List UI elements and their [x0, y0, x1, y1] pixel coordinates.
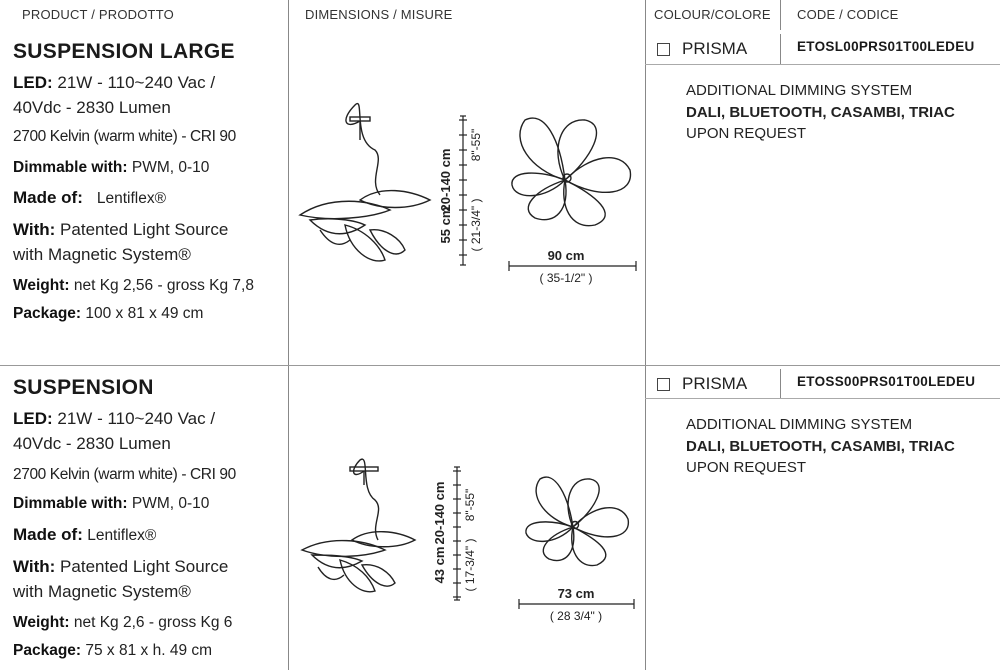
- width-in: ( 28 3/4" ): [549, 609, 603, 623]
- product-code: ETOSS00PRS01T00LEDEU: [797, 374, 976, 389]
- dimension-drawing-large: [290, 100, 644, 290]
- height-in: ( 21-3/4" ): [469, 198, 483, 252]
- weight-spec: Weight: net Kg 2,6 - gross Kg 6: [13, 614, 233, 631]
- header-colour: COLOUR/COLORE: [654, 7, 771, 22]
- dimming-note: ADDITIONAL DIMMING SYSTEM DALI, BLUETOOTH, CASAMBI, TRIAC UPON REQUEST: [686, 82, 955, 142]
- led-spec: LED: 21W - 110~240 Vac /: [13, 73, 216, 92]
- header-dimensions: DIMENSIONS / MISURE: [305, 7, 453, 22]
- height-range-in: 8"-55": [469, 128, 483, 162]
- column-divider: [288, 0, 289, 670]
- weight-spec: Weight: net Kg 2,56 - gross Kg 7,8: [13, 277, 254, 294]
- colour-label: PRISMA: [682, 39, 748, 58]
- feature-spec: With: Patented Light Source: [13, 220, 229, 239]
- kelvin-spec: 2700 Kelvin (warm white) - CRI 90: [13, 466, 236, 483]
- colour-option-prisma[interactable]: [657, 34, 747, 64]
- package-spec: Package: 100 x 81 x 49 cm: [13, 305, 204, 322]
- product-title: SUSPENSION LARGE: [13, 40, 235, 63]
- dimension-drawing-standard: [290, 455, 644, 630]
- column-divider: [645, 0, 646, 670]
- row-divider: [645, 64, 1000, 65]
- product-spec-standard: [13, 373, 288, 663]
- width-in: ( 35-1/2" ): [539, 271, 593, 285]
- width-cm: 90 cm: [547, 248, 585, 263]
- dimmable-spec: Dimmable with: PWM, 0-10: [13, 159, 210, 176]
- product-code: ETOSL00PRS01T00LEDEU: [797, 39, 975, 54]
- height-range-cm: 20-140 cm: [432, 481, 447, 545]
- led-spec: LED: 21W - 110~240 Vac /: [13, 409, 216, 428]
- package-spec: Package: 75 x 81 x h. 49 cm: [13, 642, 213, 659]
- colour-option-prisma[interactable]: [657, 369, 747, 399]
- material-spec: Made of: Lentiflex®: [13, 525, 157, 544]
- material-spec: Made of: Lentiflex®: [13, 188, 167, 207]
- lamp-side-view: [302, 459, 415, 592]
- header-product: PRODUCT / PRODOTTO: [22, 7, 174, 22]
- colour-label: PRISMA: [682, 374, 748, 393]
- height-range-in: 8"-55": [463, 488, 477, 522]
- checkbox-icon[interactable]: [657, 378, 670, 391]
- led-spec-cont: 40Vdc - 2830 Lumen: [13, 434, 171, 453]
- feature-spec: With: Patented Light Source: [13, 557, 229, 576]
- feature-spec-cont: with Magnetic System®: [13, 245, 191, 264]
- dimmable-spec: Dimmable with: PWM, 0-10: [13, 495, 210, 512]
- dimming-note: ADDITIONAL DIMMING SYSTEM DALI, BLUETOOTH, CASAMBI, TRIAC UPON REQUEST: [686, 416, 955, 476]
- feature-spec-cont: with Magnetic System®: [13, 582, 191, 601]
- checkbox-icon[interactable]: [657, 43, 670, 56]
- width-cm: 73 cm: [557, 586, 595, 601]
- height-cm: 43 cm: [432, 546, 447, 584]
- column-divider: [780, 0, 781, 30]
- product-title: SUSPENSION: [13, 376, 154, 399]
- lamp-top-view: [526, 477, 628, 565]
- column-divider: [780, 34, 781, 64]
- led-spec-cont: 40Vdc - 2830 Lumen: [13, 98, 171, 117]
- height-range-cm: 20-140 cm: [438, 148, 453, 212]
- header-code: CODE / CODICE: [797, 7, 899, 22]
- height-cm: 55 cm: [438, 206, 453, 244]
- product-spec-large: [13, 37, 288, 326]
- kelvin-spec: 2700 Kelvin (warm white) - CRI 90: [13, 128, 236, 145]
- lamp-side-view: [300, 104, 430, 261]
- column-divider: [780, 369, 781, 399]
- row-divider: [0, 365, 1000, 366]
- height-in: ( 17-3/4" ): [463, 538, 477, 592]
- lamp-top-view: [512, 118, 631, 226]
